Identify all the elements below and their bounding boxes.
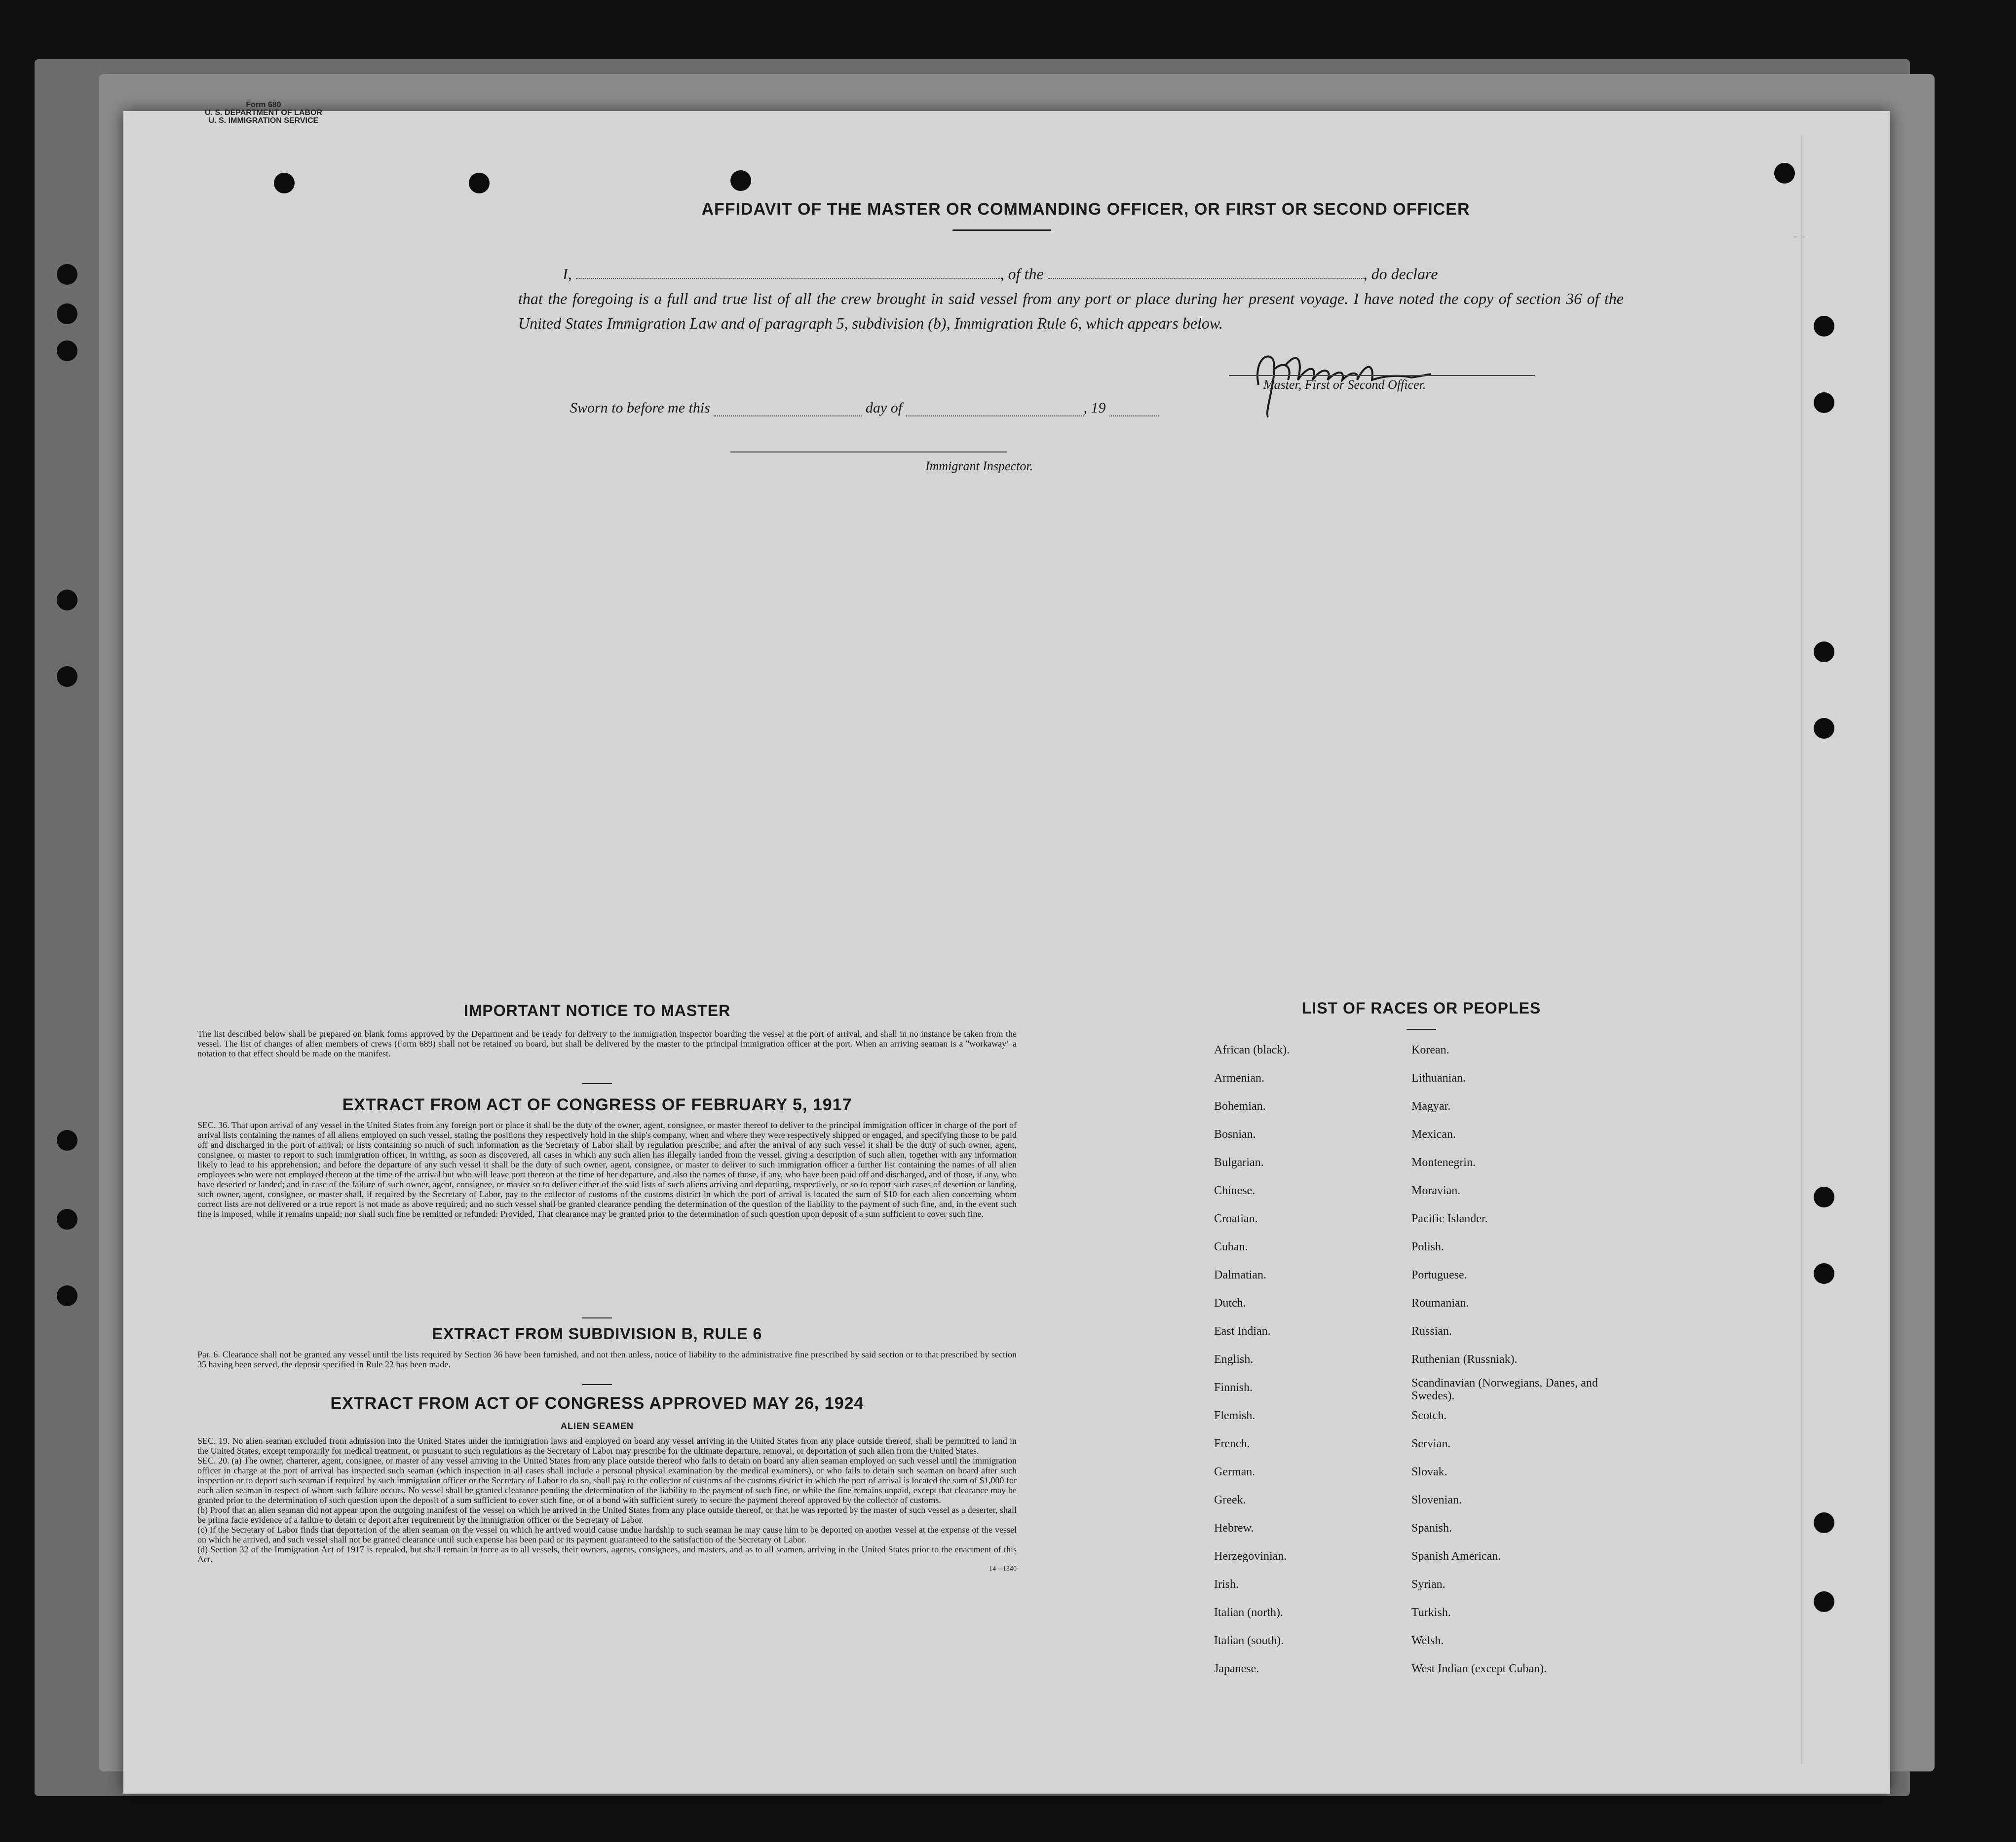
affidavit-title: AFFIDAVIT OF THE MASTER OR COMMANDING OFFICER, OR FIRST OR SECOND OFFICER <box>701 200 1470 219</box>
punch-hole <box>730 170 751 191</box>
race-item: Bulgarian. <box>1214 1156 1264 1169</box>
extract-1924-text <box>197 1436 1017 1574</box>
notice-title: IMPORTANT NOTICE TO MASTER <box>463 1002 731 1019</box>
affidavit-i: I, <box>563 265 572 283</box>
vessel-name-field[interactable] <box>1048 278 1364 279</box>
race-item: Spanish. <box>1411 1522 1452 1535</box>
extract-rule6-title: EXTRACT FROM SUBDIVISION B, RULE 6 <box>432 1325 762 1343</box>
sworn-year: , 19 <box>1083 400 1106 416</box>
sworn-day-of: day of <box>865 400 903 416</box>
race-item: Pacific Islander. <box>1411 1212 1488 1225</box>
extract-1924-subtitle: ALIEN SEAMEN <box>560 1421 634 1431</box>
race-item: African (black). <box>1214 1044 1290 1056</box>
affidavit-body <box>518 262 1624 336</box>
race-item: Turkish. <box>1411 1606 1451 1619</box>
race-item: Herzegovinian. <box>1214 1550 1287 1563</box>
race-item: Dalmatian. <box>1214 1269 1266 1281</box>
punch-hole <box>1814 641 1834 662</box>
race-item: Italian (north). <box>1214 1606 1283 1619</box>
sec-20b: (b) Proof that an alien seaman did not appear upon the outgoing manifest of the vessel on which he arrived in the United States from any place outside thereof, or that he was reported by the master of such vessel as a deserter, shall be prima facie evidence of a failure to detain or deport after requirement by the immigration officer or the Secretary of Labor. <box>197 1505 1017 1525</box>
race-item: Scotch. <box>1411 1409 1447 1422</box>
punch-hole <box>1814 316 1834 337</box>
race-item: Hebrew. <box>1214 1522 1254 1535</box>
extract-1924-title: EXTRACT FROM ACT OF CONGRESS APPROVED MAY 26, 1924 <box>330 1394 864 1413</box>
race-item: Cuban. <box>1214 1241 1248 1253</box>
race-item: Polish. <box>1411 1241 1445 1253</box>
sec-19: SEC. 19. No alien seaman excluded from admission into the United States under the immigration laws and employed on board any vessel arriving in the United States from any place outside thereof, shall be permitted to land in the United States, except temporarily for medical treatment, or pursuant to such regulations as the Secretary of Labor may prescribe for the ultimate departure, removal, or deportation of such alien from the United States. <box>197 1436 1017 1456</box>
notice-rule <box>582 1083 612 1084</box>
race-item: West Indian (except Cuban). <box>1411 1662 1547 1675</box>
races-rule <box>1407 1029 1436 1030</box>
sworn-year-field[interactable] <box>1109 415 1159 416</box>
race-item: English. <box>1214 1353 1254 1366</box>
punch-hole <box>57 1285 77 1306</box>
punch-hole <box>1814 1512 1834 1533</box>
race-item: Dutch. <box>1214 1297 1246 1310</box>
inspector-line <box>730 451 1007 452</box>
inspector-caption: Immigrant Inspector. <box>925 459 1033 473</box>
form-page <box>123 101 1890 1794</box>
sec-20a: SEC. 20. (a) The owner, charterer, agent, consignee, or master of any vessel arriving in the United States from any place outside thereof who fails to detain on board any alien seaman employed on such vessel until the immigration officer in charge at the port of arrival has inspected such seaman (which inspection in all cases shall include a personal physical examination by the medical examiners), or who fails to detain such seaman on board after such inspection or to deport such seaman if required by such immigration officer or the Secretary of Labor to do so, shall pay to the collector of customs of the customs district in which the port of arrival is located the sum of $1,000 for each alien seaman in respect of whom such failure occurs. No vessel shall be granted clearance pending the determination of the liability to the payment of such fine, or while the fine remains unpaid, except that clearance may be granted prior to the determination of such question upon the deposit of a sum sufficient to cover such fine, or of a bond with sufficient surety to secure the payment thereof approved by the collector of customs. <box>197 1456 1017 1505</box>
race-item: Servian. <box>1411 1437 1451 1450</box>
race-item: Korean. <box>1411 1044 1449 1056</box>
punch-hole <box>1814 1263 1834 1284</box>
print-code: 14—1340 <box>989 1565 1017 1573</box>
race-item: East Indian. <box>1214 1325 1271 1338</box>
race-item: Scandinavian (Norwegians, Danes, and Swedes). <box>1411 1377 1598 1402</box>
punch-hole <box>1814 1187 1834 1207</box>
race-item: Moravian. <box>1411 1184 1461 1197</box>
race-item: Mexican. <box>1411 1128 1456 1141</box>
race-item: German. <box>1214 1466 1255 1478</box>
extract-1917-rule <box>582 1317 612 1318</box>
race-item: Lithuanian. <box>1411 1072 1466 1085</box>
master-name-field[interactable] <box>576 278 1000 279</box>
races-left-column <box>1214 1036 1402 1683</box>
punch-hole <box>57 590 77 610</box>
race-item: Armenian. <box>1214 1072 1264 1085</box>
signature-caption: Master, First or Second Officer. <box>1263 377 1426 392</box>
sworn-prefix: Sworn to before me this <box>570 400 710 416</box>
race-item: Italian (south). <box>1214 1634 1284 1647</box>
bleed-through: -- <box>1791 229 1807 244</box>
race-item: Welsh. <box>1411 1634 1444 1647</box>
department-name: U. S. DEPARTMENT OF LABOR <box>205 109 322 117</box>
race-item: Slovak. <box>1411 1466 1447 1478</box>
race-item: Japanese. <box>1214 1662 1259 1675</box>
race-item: Croatian. <box>1214 1212 1258 1225</box>
sec-20d: (d) Section 32 of the Immigration Act of 1917 is repealed, but shall remain in force as to all vessels, their owners, agents, consignees, and masters, and as to all seamen, arriving in the United States prior to the enactment of this Act. <box>197 1544 1017 1564</box>
extract-1917-text: SEC. 36. That upon arrival of any vessel in the United States from any foreign port or place it shall be the duty of the owner, agent, consignee, or master thereof to deliver to the principal immigration officer in charge of the port of arrival lists containing the names of all aliens employed on such vessel, stating the positions they respectively hold in the ship's company, when and where they were respectively shipped or engaged, and specifying those to be paid off and discharged in the port of arrival; or lists containing so much of such information as the Secretary of Labor shall by regulation prescribe; and after the arrival of any such vessel it shall be the duty of such owner, agent, consignee, or master to report to such immigration officer, in writing, as soon as discovered, all cases in which any such alien has illegally landed from the vessel, giving a description of such alien, together with any information likely to lead to his apprehension; and before the departure of any such vessel it shall be the duty of such owner, agent, consignee, or master to deliver to such immigration officer a further list containing the names of all alien employees who were not employed thereon at the time of the arrival but who will leave port thereon at the time of her departure, and also the names of those, if any, who have been paid off and discharged, and of those, if any, who have deserted or landed; and in case of the failure of such owner, agent, consignee, or master so to deliver either of the said lists of such aliens arriving and departing, respectively, or so to report such cases of desertion or landing, such owner, agent, consignee, or master shall, if required by the Secretary of Labor, pay to the collector of customs of the customs district in which the port of arrival is located the sum of $10 for each alien concerning whom correct lists are not delivered or a true report is not made as above required; and no such vessel shall be granted clearance pending the determination of the question of the liability to the payment of such fine, and, in the event such fine is imposed, while it remains unpaid; nor shall such fine be remitted or refunded: Provided, That clearance may be granted prior to the determination of such question upon deposit of a sum sufficient to cover such fine. <box>197 1120 1017 1219</box>
notice-text: The list described below shall be prepared on blank forms approved by the Department and be ready for delivery to the immigration inspector boarding the vessel at the port of arrival, and shall in no instance be taken from the vessel. The list of changes of alien members of crews (Form 689) shall not be retained on board, but shall be delivered by the master to the principal immigration officer at the port. When an arriving seaman is a "workaway" a notation to that effect should be made on the manifest. <box>197 1029 1017 1058</box>
race-item: Bosnian. <box>1214 1128 1256 1141</box>
race-item: Russian. <box>1411 1325 1452 1338</box>
race-item: Greek. <box>1214 1494 1246 1506</box>
punch-hole <box>1814 392 1834 413</box>
punch-hole <box>1814 1591 1834 1612</box>
punch-hole <box>274 173 295 193</box>
race-item: Montenegrin. <box>1411 1156 1476 1169</box>
race-item: Magyar. <box>1411 1100 1451 1113</box>
affidavit-of-the: , of the <box>1000 265 1044 283</box>
punch-hole <box>57 264 77 285</box>
punch-hole <box>57 1130 77 1151</box>
race-item: Bohemian. <box>1214 1100 1266 1113</box>
form-identifier <box>205 101 322 125</box>
punch-hole <box>469 173 490 193</box>
title-rule <box>952 229 1051 231</box>
affidavit-line-1 <box>518 262 1624 286</box>
punch-hole <box>57 340 77 361</box>
form-number: Form 680 <box>246 101 281 109</box>
races-right-column <box>1411 1036 1638 1683</box>
race-item: Syrian. <box>1411 1578 1445 1591</box>
sworn-month-field[interactable] <box>906 415 1084 416</box>
signature-line <box>1229 375 1535 376</box>
affidavit-statement: that the foregoing is a full and true list of all the crew brought in said vessel from any port or place during her present voyage. I have noted the copy of section 36 of the United States Immigration Law and of paragraph 5, subdivision (b), Immigration Rule 6, which appears below. <box>518 290 1624 332</box>
affidavit-declare: , do declare <box>1363 265 1438 283</box>
race-item: Roumanian. <box>1411 1297 1469 1310</box>
punch-hole <box>1814 718 1834 739</box>
race-item: Irish. <box>1214 1578 1239 1591</box>
margin-line <box>1801 136 1802 1764</box>
race-item: Finnish. <box>1214 1381 1253 1394</box>
service-name: U. S. IMMIGRATION SERVICE <box>208 116 319 125</box>
sec-20c: (c) If the Secretary of Labor finds that deportation of the alien seaman on the vessel on which he arrived would cause undue hardship to such seaman he may cause him to be deported on another vessel at the expense of the vessel on which he arrived, and such vessel shall not be granted clearance until such expense has been paid or its payment guaranteed to the satisfaction of the Secretary of Labor. <box>197 1525 1017 1544</box>
punch-hole <box>57 303 77 324</box>
extract-1917-title: EXTRACT FROM ACT OF CONGRESS OF FEBRUARY 5, 1917 <box>342 1095 852 1114</box>
punch-hole <box>1774 163 1795 184</box>
punch-hole <box>57 666 77 687</box>
race-item: Flemish. <box>1214 1409 1255 1422</box>
sworn-line <box>570 400 1159 416</box>
race-item: Slovenian. <box>1411 1494 1462 1506</box>
sworn-date-field[interactable] <box>714 415 862 416</box>
races-title: LIST OF RACES OR PEOPLES <box>1301 999 1541 1017</box>
extract-rule6-rule <box>582 1384 612 1385</box>
extract-rule6-text: Par. 6. Clearance shall not be granted any vessel until the lists required by Section 36 have been furnished, and not then unless, notice of liability to the administrative fine prescribed by said section or to that prescribed by section 35 having been served, the deposit specified in Rule 22 has been made. <box>197 1350 1017 1369</box>
race-item: French. <box>1214 1437 1250 1450</box>
punch-hole <box>57 1209 77 1230</box>
race-item: Chinese. <box>1214 1184 1255 1197</box>
race-item: Spanish American. <box>1411 1550 1501 1563</box>
race-item: Ruthenian (Russniak). <box>1411 1353 1518 1366</box>
race-item: Portuguese. <box>1411 1269 1467 1281</box>
